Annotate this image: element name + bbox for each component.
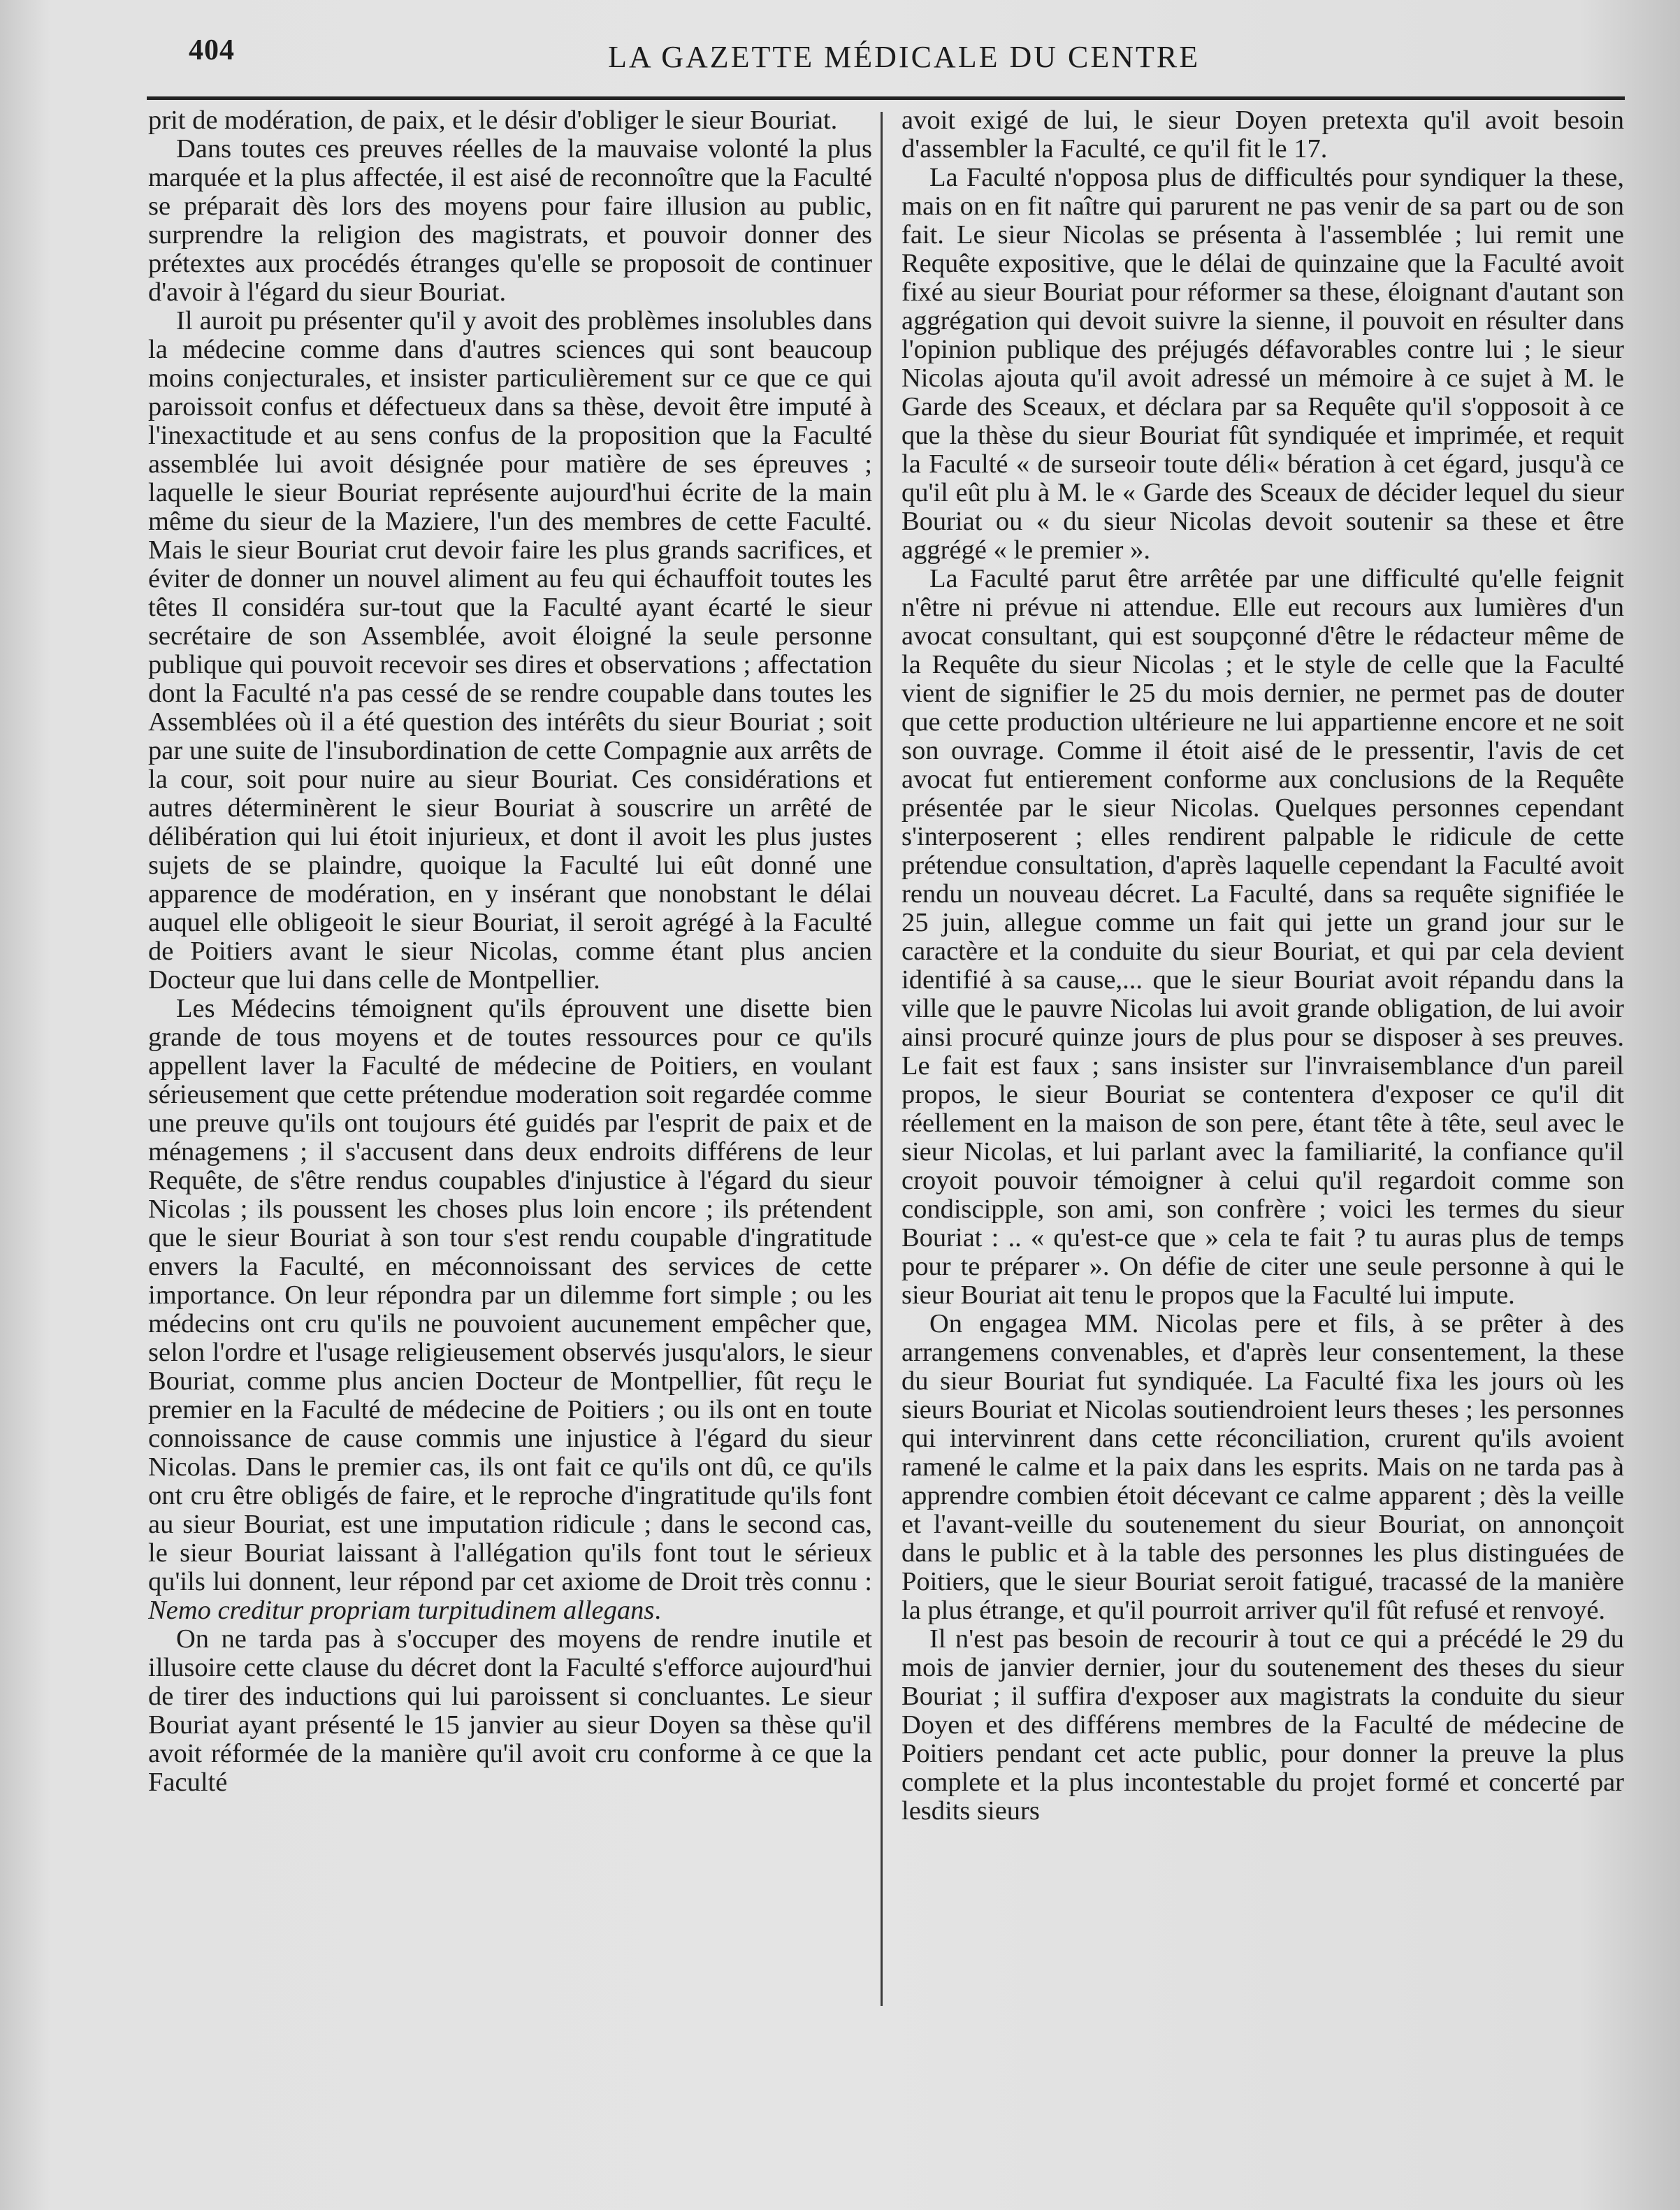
paragraph: On engagea MM. Nicolas pere et fils, à se prêter à des arrangemens convenables, et d'après leur consentement, la these du sieur Bouriat fut syndiquée. La Faculté fixa les jours où les sieurs Bouriat et Nicolas soutiendroient leurs theses ; les personnes qui intervinrent dans cette réconciliation, crurent qu'ils avoient ramené le calme et la paix dans les esprits. Mais on ne tarda pas à apprendre combien étoit décevant ce calme apparent ; dès la veille et l'avant-veille du soutenement du sieur Bouriat, on annonçoit dans le public et à la table des personnes les plus distinguées de Poitiers, que le sieur Bouriat seroit fatigué, tracassé de la manière la plus étrange, et qu'il pourroit arriver qu'il fût refusé et renvoyé. (901, 1309, 1624, 1625)
paragraph: prit de modération, de paix, et le désir d'obliger le sieur Bouriat. (148, 106, 838, 135)
paragraph-end: . (654, 1596, 661, 1625)
paragraph: Il auroit pu présenter qu'il y avoit des problèmes insolubles dans la médecine comme dans d'autres sciences qui sont beaucoup moins conjecturales, et insister particulièrement sur ce que ce qui paroissoit confus et défectueux dans sa thèse, devoit être imputé à l'inexactitude et au sens confus de la proposition que la Faculté assemblée lui avoit désignée pour matière de ses épreuves ; laquelle le sieur Bouriat représente aujourd'hui écrite de la main même du sieur de la Maziere, l'un des membres de cette Faculté. Mais le sieur Bouriat crut devoir faire les plus grands sacrifices, et éviter de donner un nouvel aliment au feu qui échauffoit toutes les têtes Il considéra sur-tout que la Faculté ayant écarté le sieur secrétaire de son Assemblée, avoit éloigné la seule personne publique qui pouvoit recevoir ses dires et observations ; affectation dont la Faculté n'a pas cessé de se rendre coupable dans toutes les Assemblées où il a été question des intérêts du sieur Bouriat ; soit par une suite de l'insubordination de cette Compagnie aux arrêts de la cour, soit pour nuire au sieur Bouriat. Ces considérations et autres déterminèrent le sieur Bouriat à souscrire un arrêté de délibération qui lui étoit injurieux, et dont il avoit les plus justes sujets de se plaindre, quoique la Faculté lui eût donné une apparence de modération, en y insérant que nonobstant le délai auquel elle obligeoit le sieur Bouriat, il seroit agrégé à la Faculté de Poitiers avant le sieur Nicolas, comme étant plus ancien Docteur que lui dans celle de Montpellier. (148, 306, 872, 995)
running-title: LA GAZETTE MÉDICALE DU CENTRE (608, 40, 1201, 74)
paragraph: Il n'est pas besoin de recourir à tout ce qui a précédé le 29 du mois de janvier dernier, jour du soutenement des theses du sieur Bouriat ; il suffira d'exposer aux magistrats la conduite du sieur Doyen et des différens membres de la Faculté de médecine de Poitiers pendant cet acte public, pour donner la preuve la plus complete et la plus incontestable du projet formé et concerté par lesdits sieurs (901, 1624, 1624, 1826)
paragraph: La Faculté n'opposa plus de difficultés pour syndiquer la these, mais on en fit naître qui parurent ne pas venir de sa part ou de son fait. Le sieur Nicolas se présenta à l'assemblée ; lui remit une Requête expositive, que le délai de quinzaine que la Faculté avoit fixé au sieur Bouriat pour réformer sa these, éloignant d'autant son aggrégation qui devoit suivre la sienne, il pouvoit en résulter dans l'opinion publique des préjugés défavorables contre lui ; le sieur Nicolas ajouta qu'il avoit adressé un mémoire à ce sujet à M. le Garde des Sceaux, et déclara par sa Requête qu'il s'opposoit à ce que la thèse du sieur Bouriat fût syndiquée et imprimée, et requit la Faculté « de surseoir toute déli« bération à cet égard, jusqu'à ce qu'il eût plu à M. le « Garde des Sceaux de décider lequel du sieur Bouriat ou « du sieur Nicolas devoit soutenir sa these et être aggrégé « le premier ». (901, 163, 1624, 565)
left-column (148, 106, 872, 2007)
latin-maxim: Nemo creditur propriam turpitudinem allegans (148, 1596, 655, 1625)
paragraph: Dans toutes ces preuves réelles de la mauvaise volonté la plus marquée et la plus affectée, il est aisé de reconnoître que la Faculté se préparait dès lors des moyens pour faire illusion au public, surprendre la religion des magistrats, et pouvoir donner des prétextes aux procédés étranges qu'elle se proposoit de continuer d'avoir à l'égard du sieur Bouriat. (148, 134, 872, 307)
paragraph: On ne tarda pas à s'occuper des moyens de rendre inutile et illusoire cette clause du décret dont la Faculté s'efforce aujourd'hui de tirer des inductions qui lui paroissent si concluantes. Le sieur Bouriat ayant présenté le 15 janvier au sieur Doyen sa thèse qu'il avoit réformée de la manière qu'il avoit cru conforme à ce que la Faculté (148, 1624, 872, 1797)
paragraph (148, 995, 872, 1625)
paragraph-text: Les Médecins témoignent qu'ils éprouvent une disette bien grande de tous moyens et de toutes ressources pour ce qu'ils appellent laver la Faculté de médecine de Poitiers, en voulant sérieusement que cette prétendue moderation soit regardée comme une preuve qu'ils ont toujours été guidés par l'esprit de paix et de ménagemens ; il s'accusent dans deux endroits différens de leur Requête, de s'être rendus coupables d'injustice à l'égard du sieur Nicolas ; ils poussent les choses plus loin encore ; ils prétendent que le sieur Bouriat à son tour s'est rendu coupable d'ingratitude envers la Faculté, en méconnoissant des services de cette importance. On leur répondra par un dilemme fort simple ; ou les médecins ont cru qu'ils ne pouvoient aucunement empêcher que, selon l'ordre et l'usage religieusement observés jusqu'alors, le sieur Bouriat, comme plus ancien Docteur de Montpellier, fût reçu le premier en la Faculté de médecine de Poitiers ; ou ils ont en toute connoissance de cause commis une injustice à l'égard du sieur Nicolas. Dans le premier cas, ils ont fait ce qu'ils ont dû, ce qu'ils ont cru être obligés de faire, et le reproche d'ingratitude qu'ils font au sieur Bouriat, est une imputation ridicule ; dans le second cas, le sieur Bouriat laissant à l'allégation qu'ils font tout le sérieux qu'ils lui donnent, leur répond par cet axiome de Droit très connu : (148, 994, 872, 1596)
page-number: 404 (189, 34, 235, 66)
right-column (901, 106, 1624, 2007)
header-rule (147, 96, 1625, 100)
paragraph: avoit exigé de lui, le sieur Doyen pretexta qu'il avoit besoin d'assembler la Faculté, ce qu'il fit le 17. (901, 106, 1624, 164)
paragraph: La Faculté parut être arrêtée par une difficulté qu'elle feignit n'être ni prévue ni attendue. Elle eut recours aux lumières d'un avocat consultant, qui est soupçonné d'être le rédacteur même de la Requête du sieur Nicolas ; et le style de celle que la Faculté vient de signifier le 25 du mois dernier, ne permet pas de douter que cette production ultérieure ne lui appartienne encore et ne soit son ouvrage. Comme il étoit aisé de le pressentir, l'avis de cet avocat fut entierement conforme aux conclusions de la Requête présentée par le sieur Nicolas. Quelques personnes cependant s'interposerent ; elles rendirent palpable le ridicule de cette prétendue consultation, d'après laquelle cependant la Faculté avoit rendu un nouveau décret. La Faculté, dans sa requête signifiée le 25 juin, allegue comme un fait qui jette un grand jour sur le caractère et la conduite du sieur Bouriat, et qui par cela devient identifié à sa cause,... que le sieur Bouriat avoit répandu dans la ville que le pauvre Nicolas lui avoit grande obligation, de lui avoir ainsi procuré quinze jours de plus pour se disposer à ses preuves. Le fait est faux ; sans insister sur l'invraisemblance d'un pareil propos, le sieur Bouriat se contentera d'exposer ce qu'il dit réellement en la maison de son pere, étant tête à tête, seul avec le sieur Nicolas, et lui parlant avec la familiarité, la confiance qu'il croyoit pouvoir témoigner à celui qu'il regardoit comme son condiscipple, son ami, son confrère ; voici les termes du sieur Bouriat : .. « qu'est-ce que » cela te fait ? tu auras plus de temps pour te préparer ». On défie de citer une seule personne à qui le sieur Bouriat ait tenu le propos que la Faculté lui impute. (901, 564, 1624, 1310)
column-rule (881, 112, 883, 2006)
page-header (189, 34, 1625, 87)
